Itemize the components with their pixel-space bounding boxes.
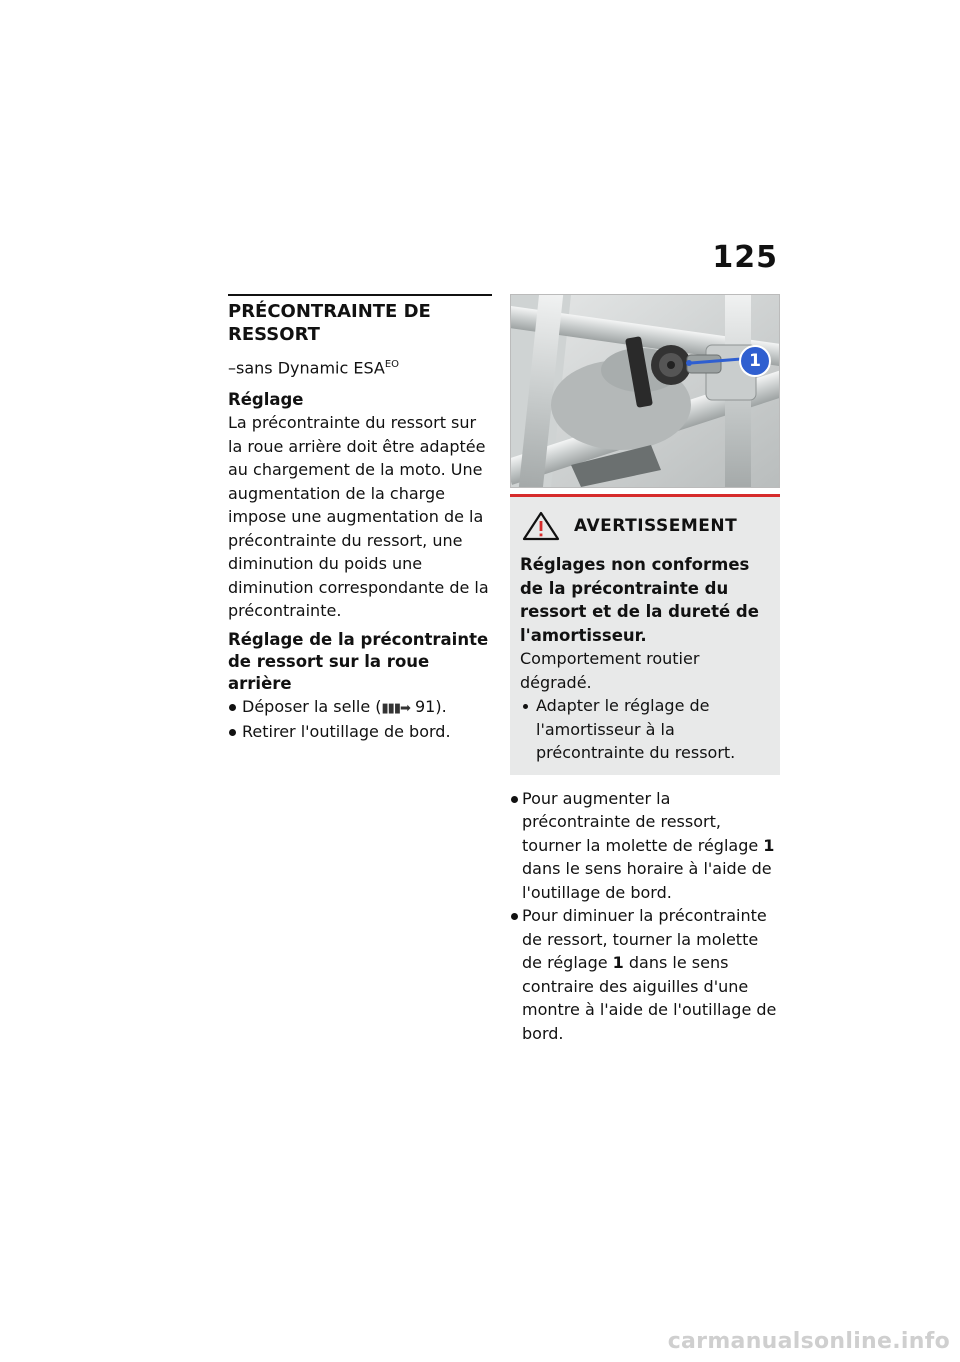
adjuster-drawing: [511, 295, 779, 487]
section-title: PRÉCONTRAINTE DE RESSORT: [228, 301, 431, 345]
adjustment-steps: [510, 787, 780, 1046]
step-increase: [510, 787, 780, 905]
callout-ref: 1: [763, 835, 775, 855]
adjuster-illustration: [510, 294, 780, 488]
intro-paragraph: La précontrainte du ressort sur la roue arrière doit être adaptée au chargement de la moto. Une augmentation de la charge impose une augmentation de la précontrainte du ressort, une diminution du poids une diminution correspondante de la précontrainte.: [228, 413, 489, 621]
procedure-steps: [228, 695, 492, 744]
step-decrease-text: Pour diminuer la précontrainte de ressort, tourner la molette de réglage: [522, 906, 767, 972]
step-decrease-text-end: dans le sens contraire des aiguilles d'une montre à l'aide de l'outillage de bord.: [522, 953, 777, 1043]
watermark: carmanualsonline.info: [667, 1329, 950, 1354]
subhead-reglage: Réglage: [228, 390, 304, 410]
left-column: [228, 294, 492, 744]
step-increase-text-end: dans le sens horaire à l'aide de l'outillage de bord.: [522, 859, 772, 902]
warning-consequence: Comportement routier dégradé.: [520, 649, 700, 692]
step-remove-toolkit: Retirer l'outillage de bord.: [228, 720, 492, 744]
step-decrease: [510, 904, 780, 1045]
warning-box: [510, 494, 780, 775]
warning-triangle-icon: [522, 511, 560, 541]
condition-text: –sans Dynamic ESA: [228, 358, 385, 378]
step-remove-seat: [228, 695, 492, 721]
callout-ref: 1: [612, 953, 624, 972]
subhead-procedure: Réglage de la précontrainte de ressort sur la roue arrière: [228, 629, 489, 693]
condition-line: [228, 354, 492, 379]
step-increase-text: Pour augmenter la précontrainte de ressort, tourner la molette de réglage: [522, 788, 764, 855]
warning-actions: [520, 694, 770, 765]
warning-title: AVERTISSEMENT: [574, 516, 738, 536]
warning-hazard: Réglages non conformes de la précontrainte du ressort et de la dureté de l'amortisseur.: [520, 555, 759, 645]
warning-header: [520, 511, 770, 541]
step-text: Déposer la selle (: [242, 696, 382, 716]
right-column: [510, 294, 780, 1045]
page-number: 125: [712, 240, 778, 275]
section-rule: [228, 294, 492, 296]
page-ref-arrow-icon: ▮▮▮➡: [381, 700, 410, 716]
page-ref-link[interactable]: 91).: [409, 696, 447, 716]
condition-superscript: EO: [384, 359, 400, 370]
warning-action-item: Adapter le réglage de l'amortisseur à la précontrainte du ressort.: [520, 694, 770, 765]
callout-badge: 1: [739, 345, 771, 377]
